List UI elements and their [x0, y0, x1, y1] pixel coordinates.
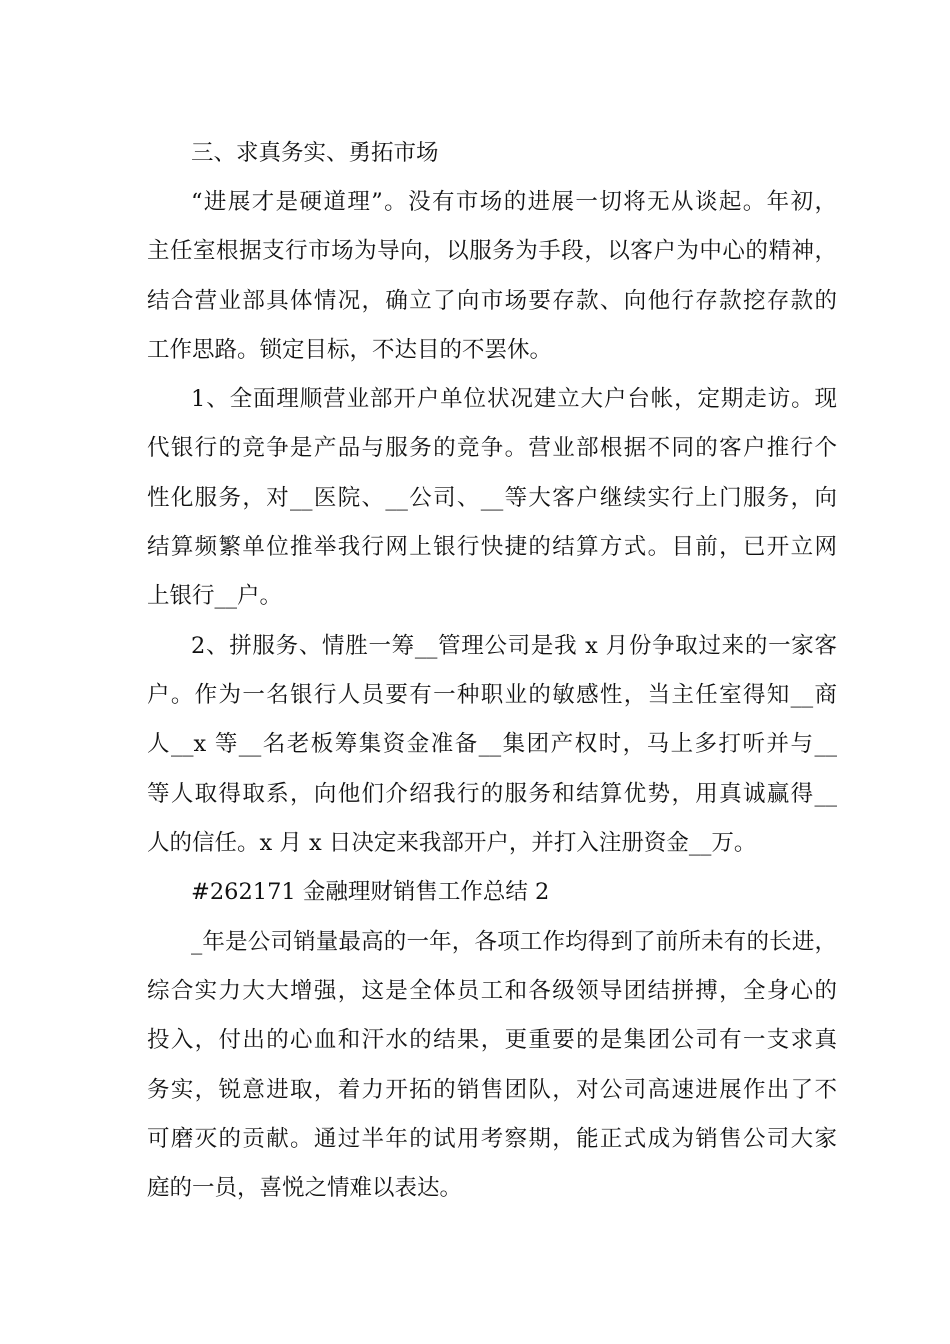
paragraph-line: 代银行的竞争是产品与服务的竞争。营业部根据不同的客户推行个	[147, 435, 837, 461]
paragraph-line: “进展才是硬道理”。没有市场的进展一切将无从谈起。年初，	[191, 189, 837, 215]
paragraph-line: 工作思路。锁定目标，不达目的不罢休。	[147, 337, 553, 363]
paragraph-line: 综合实力大大增强，这是全体员工和各级领导团结拼搏，全身心的	[147, 978, 837, 1004]
paragraph-line: 人的信任。x 月 x 日决定来我部开户，并打入注册资金__万。	[147, 830, 757, 856]
paragraph-line: 1、全面理顺营业部开户单位状况建立大户台帐，定期走访。现	[191, 386, 837, 412]
paragraph-line: 结算频繁单位推举我行网上银行快捷的结算方式。目前，已开立网	[147, 534, 837, 560]
paragraph-line: 人__x 等__名老板筹集资金准备__集团产权时，马上多打听并与__	[147, 731, 837, 757]
paragraph-line: 庭的一员，喜悦之情难以表达。	[147, 1175, 463, 1201]
paragraph-line: 可磨灭的贡献。通过半年的试用考察期，能正式成为销售公司大家	[147, 1126, 837, 1152]
section-title: #262171 金融理财销售工作总结 2	[191, 879, 550, 905]
section-heading-three: 三、求真务实、勇拓市场	[191, 140, 439, 166]
paragraph-line: 结合营业部具体情况，确立了向市场要存款、向他行存款挖存款的	[147, 288, 837, 314]
paragraph-line: 等人取得取系，向他们介绍我行的服务和结算优势，用真诚赢得__	[147, 781, 837, 807]
paragraph-line: _年是公司销量最高的一年，各项工作均得到了前所未有的长进，	[191, 929, 837, 955]
paragraph-line: 主任室根据支行市场为导向，以服务为手段，以客户为中心的精神，	[147, 238, 837, 264]
paragraph-line: 务实，锐意进取，着力开拓的销售团队，对公司高速进展作出了不	[147, 1077, 837, 1103]
paragraph-line: 户。作为一名银行人员要有一种职业的敏感性，当主任室得知__商	[147, 682, 837, 708]
paragraph-line: 投入，付出的心血和汗水的结果，更重要的是集团公司有一支求真	[147, 1027, 837, 1053]
paragraph-line: 2、拼服务、情胜一筹__管理公司是我 x 月份争取过来的一家客	[191, 633, 837, 659]
paragraph-line: 性化服务，对__医院、__公司、__等大客户继续实行上门服务，向	[147, 485, 837, 511]
paragraph-line: 上银行__户。	[147, 583, 283, 609]
